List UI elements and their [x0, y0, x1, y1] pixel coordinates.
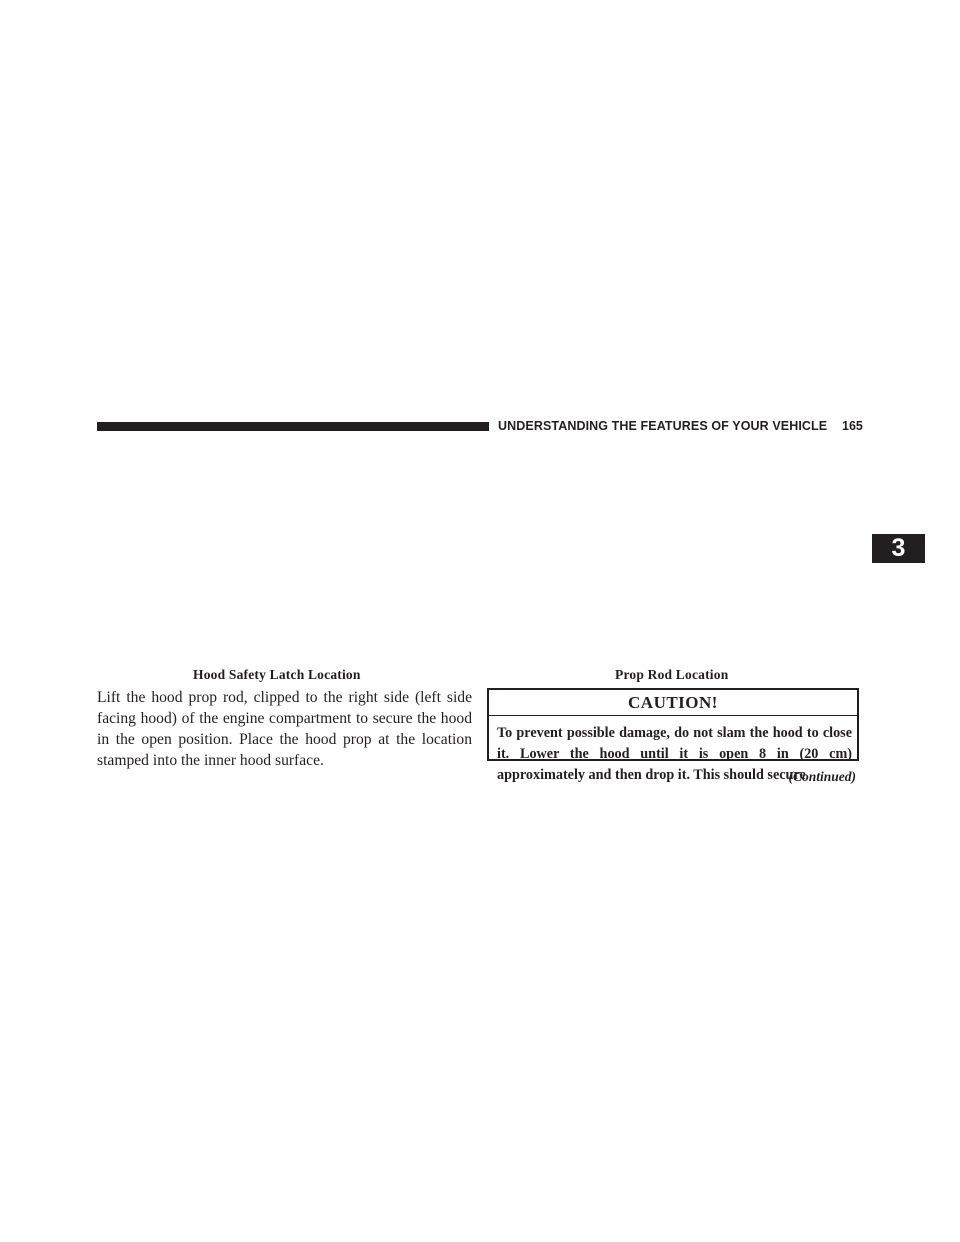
figure-caption-prop-rod: Prop Rod Location	[615, 667, 729, 682]
figure-caption-hood-safety-latch: Hood Safety Latch Location	[193, 667, 361, 682]
page-number: 165	[842, 419, 863, 433]
caution-text: To prevent possible damage, do not slam the hood to close it. Lower the hood until it is open 8 in (20 cm) approximately and then drop it. This should secure	[497, 725, 852, 783]
continued-label: (Continued)	[788, 769, 856, 784]
chapter-tab: 3	[872, 534, 925, 563]
body-paragraph: Lift the hood prop rod, clipped to the right side (left side facing hood) of the engine compartment to secure the hood in the open position. Place the hood prop at the location stamped into the inner hood surface.	[97, 689, 472, 769]
section-title: UNDERSTANDING THE FEATURES OF YOUR VEHICLE	[498, 419, 828, 433]
header-rule-bar	[97, 422, 489, 431]
caution-heading: CAUTION!	[489, 690, 857, 716]
